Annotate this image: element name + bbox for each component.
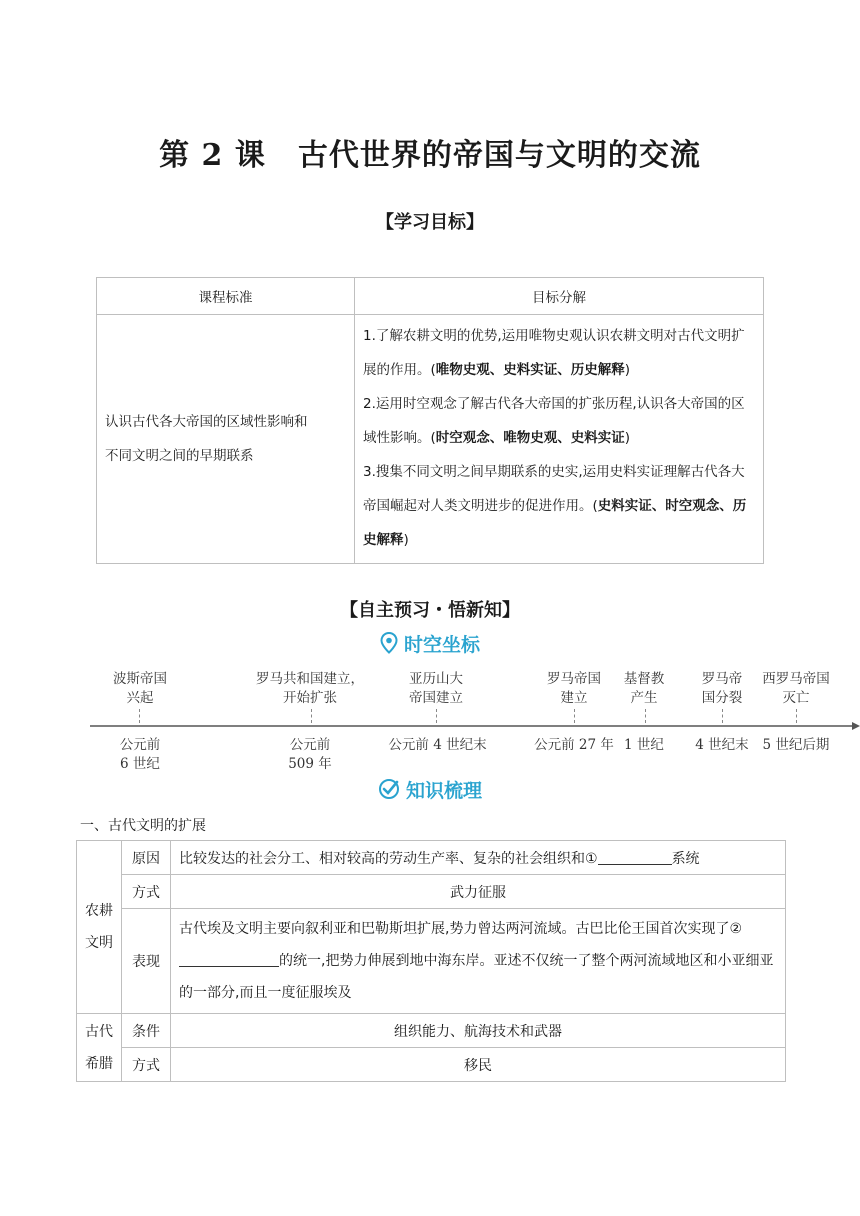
timeline-event: 西罗马帝国 灭亡 xyxy=(762,671,830,706)
timeline-date: 公元前 6 世纪 xyxy=(119,737,161,772)
knowledge-heading: 知识梳理 xyxy=(0,776,860,803)
timeline-event: 罗马帝国 建立 xyxy=(547,671,601,706)
fill-blank-1[interactable] xyxy=(598,850,672,865)
page-title xyxy=(0,130,860,174)
row-label: 方式 xyxy=(122,1048,171,1082)
timeline-date: 4 世纪末 xyxy=(695,737,749,753)
lesson-title: 古代世界的帝国与文明的交流 xyxy=(297,138,701,173)
method-cell: 武力征服 xyxy=(171,875,786,909)
timeline-date: 公元前 4 世纪末 xyxy=(388,737,487,753)
timeline-tick xyxy=(645,709,646,723)
goal-item: 1.了解农耕文明的优势,运用唯物史观认识农耕文明对古代文明扩展的作用。(唯物史观、史料实证、历史解释) xyxy=(363,328,745,378)
timeline-tick xyxy=(796,709,797,723)
timeline-event: 亚历山大 帝国建立 xyxy=(409,671,463,706)
timeline-tick xyxy=(311,709,312,723)
timeline-event: 波斯帝国 兴起 xyxy=(113,671,167,706)
learning-goals-table xyxy=(96,277,764,564)
civilization-spread-table xyxy=(76,840,786,1082)
timeline-date: 公元前 509 年 xyxy=(288,737,332,772)
timeline-event: 基督教 产生 xyxy=(623,671,665,706)
standard-line: 认识古代各大帝国的区域性影响和 xyxy=(105,414,308,430)
preview-heading: 【自主预习・悟新知】 xyxy=(340,600,520,621)
timeline-tick xyxy=(722,709,723,723)
timeline-tick xyxy=(139,709,140,723)
timeline-date: 公元前 27 年 xyxy=(534,737,614,753)
row-label: 条件 xyxy=(122,1014,171,1048)
condition-cell: 组织能力、航海技术和武器 xyxy=(171,1014,786,1048)
column-header: 目标分解 xyxy=(355,278,764,315)
timespace-heading: 时空坐标 xyxy=(0,630,860,657)
row-label: 表现 xyxy=(122,909,171,1014)
standard-line: 不同文明之间的早期联系 xyxy=(105,448,254,464)
goal-item: 2.运用时空观念了解古代各大帝国的扩张历程,认识各大帝国的区域性影响。(时空观念、唯物史观、史料实证) xyxy=(363,396,745,446)
timeline-event: 罗马共和国建立， 开始扩张 xyxy=(256,671,364,706)
section-heading: 一、古代文明的扩展 xyxy=(80,818,206,834)
timeline-tick xyxy=(436,709,437,723)
column-header: 课程标准 xyxy=(97,278,355,315)
timeline-tick xyxy=(574,709,575,723)
location-pin-icon xyxy=(380,632,398,654)
reason-cell: 比较发达的社会分工、相对较高的劳动生产率、复杂的社会组织和① 系统 xyxy=(171,841,786,875)
arrow-icon xyxy=(852,722,860,730)
check-circle-icon xyxy=(378,778,400,800)
goal-item: 3.搜集不同文明之间早期联系的史实,运用史料实证理解古代各大帝国崛起对人类文明进步的促进作用。(史料实证、时空观念、历史解释) xyxy=(363,464,747,548)
category-greece: 古代 希腊 xyxy=(77,1014,122,1082)
row-label: 原因 xyxy=(122,841,171,875)
timeline-date: 1 世纪 xyxy=(624,737,664,753)
learning-goals-heading: 【学习目标】 xyxy=(376,212,484,233)
fill-blank-2[interactable] xyxy=(179,952,279,967)
row-label: 方式 xyxy=(122,875,171,909)
timeline xyxy=(0,660,860,770)
lesson-number: 第 2 课 xyxy=(159,138,266,173)
method-cell: 移民 xyxy=(171,1048,786,1082)
performance-cell: 古代埃及文明主要向叙利亚和巴勒斯坦扩展,势力曾达两河流域。古巴比伦王国首次实现了②的统一,把势力伸展到地中海东岸。亚述不仅统一了整个两河流域地区和小亚细亚的一部分,而且一度征服埃及 xyxy=(171,909,786,1014)
timeline-event: 罗马帝 国分裂 xyxy=(701,671,743,706)
category-farming: 农耕 文明 xyxy=(77,841,122,1014)
timeline-date: 5 世纪后期 xyxy=(762,737,830,753)
course-standard-cell xyxy=(97,315,355,564)
goal-breakdown-cell xyxy=(355,315,764,564)
